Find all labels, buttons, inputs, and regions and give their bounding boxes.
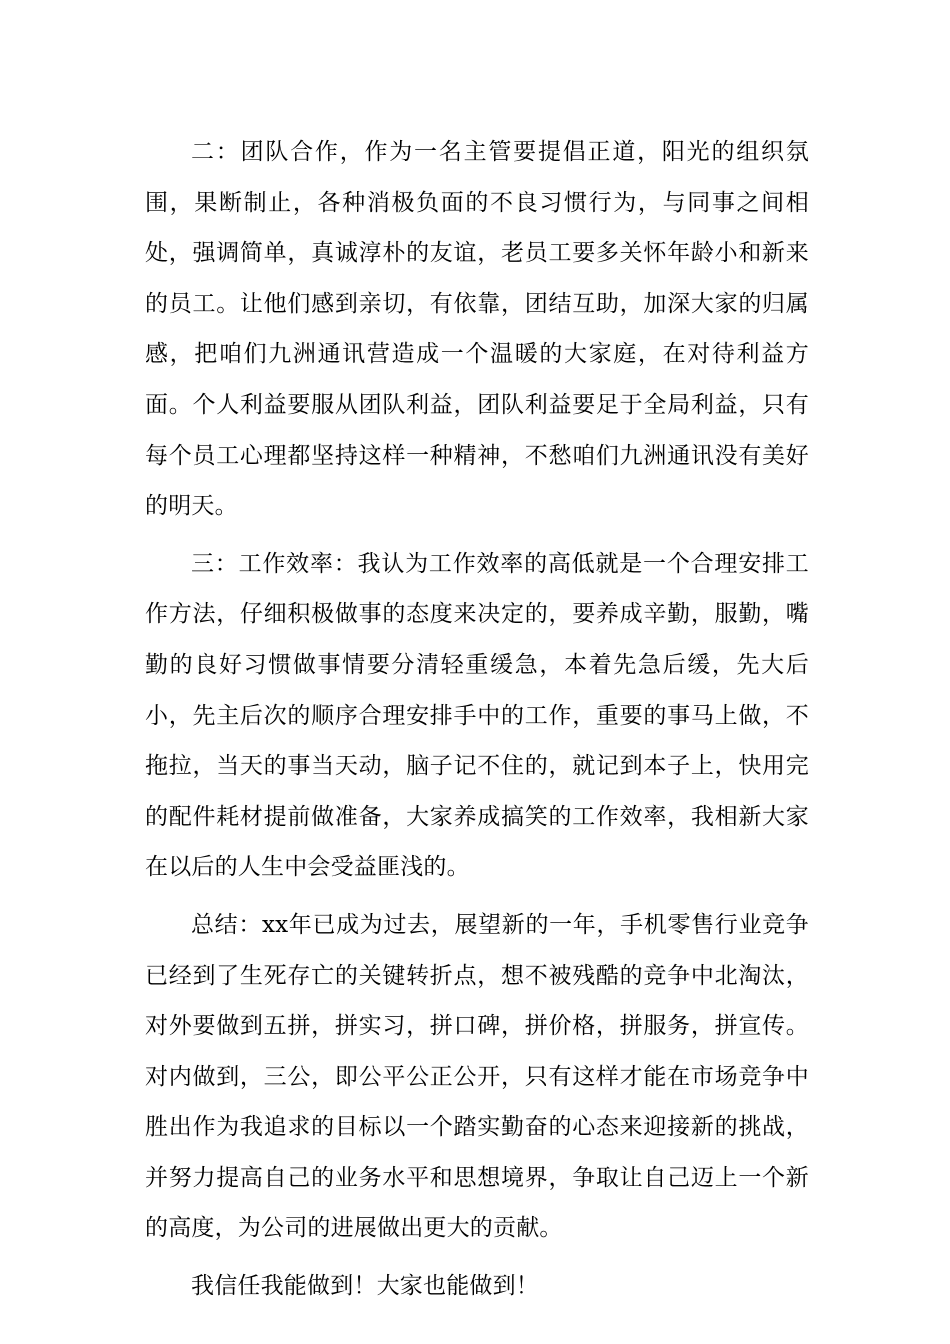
paragraph-team-cooperation: 二：团队合作，作为一名主管要提倡正道，阳光的组织氛围，果断制止，各种消极负面的不良习惯行为，与同事之间相处，强调简单，真诚淳朴的友谊，老员工要多关怀年龄小和新来的员工。让他们感到亲切，有依靠，团结互助，加深大家的归属感，把咱们九洲通讯营造成一个温暖的大家庭，在对待利益方面。个人利益要服从团队利益，团队利益要足于全局利益，只有每个员工心理都坚持这样一种精神，不愁咱们九洲通讯没有美好的明天。: [145, 139, 809, 520]
paragraph-summary: 总结：xx年已成为过去，展望新的一年，手机零售行业竞争已经到了生死存亡的关键转折点，想不被残酷的竞争中北淘汰，对外要做到五拼，拼实习，拼口碑，拼价格，拼服务，拼宣传。对内做到，三公，即公平公正公开，只有这样才能在市场竞争中胜出作为我追求的目标以一个踏实勤奋的心态来迎接新的挑战，并努力提高自己的业务水平和思想境界，争取让自己迈上一个新的高度，为公司的进展做出更大的贡献。: [145, 911, 809, 1242]
paragraph-work-efficiency: 三：工作效率：我认为工作效率的高低就是一个合理安排工作方法，仔细积极做事的态度来决定的，要养成辛勤，服勤，嘴勤的良好习惯做事情要分清轻重缓急，本着先急后缓，先大后小，先主后次的顺序合理安排手中的工作，重要的事马上做，不拖拉，当天的事当天动，脑子记不住的，就记到本子上，快用完的配件耗材提前做准备，大家养成搞笑的工作效率，我相新大家在以后的人生中会受益匪浅的。: [145, 550, 809, 881]
document-body: [145, 127, 809, 1319]
paragraph-closing: 我信任我能做到！大家也能做到！: [191, 1273, 539, 1300]
